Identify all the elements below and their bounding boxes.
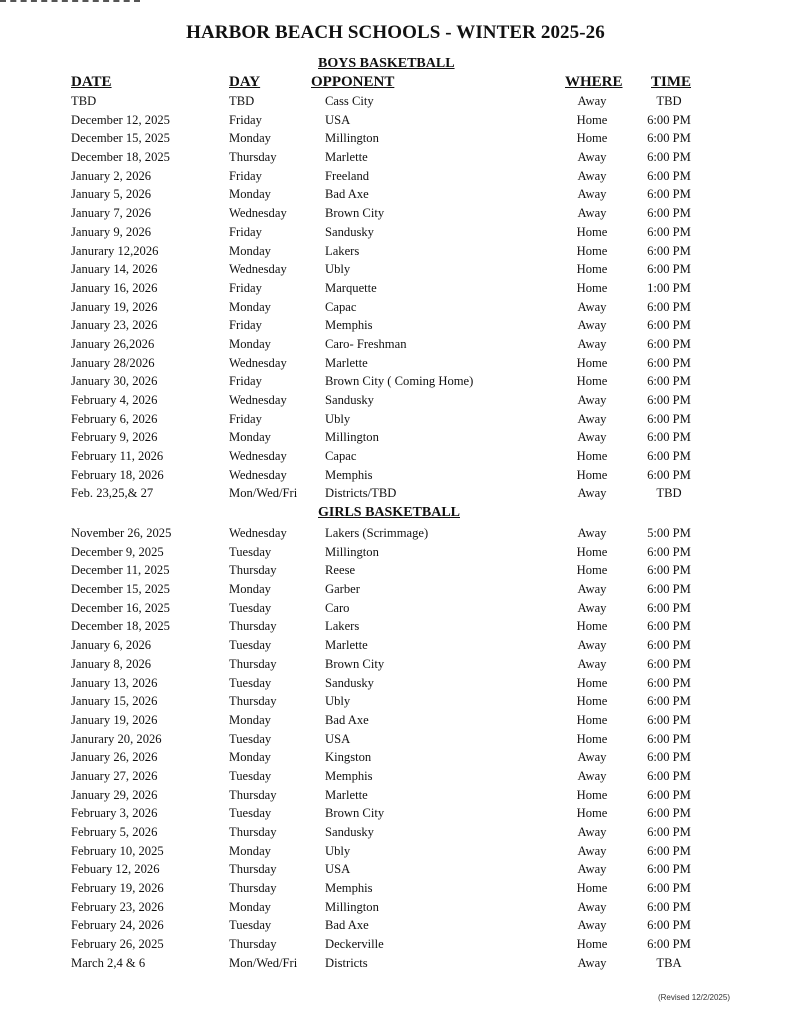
game-date: January 27, 2026 bbox=[71, 768, 158, 783]
game-date: January 28/2026 bbox=[71, 355, 155, 370]
game-day: Monday bbox=[229, 582, 271, 597]
game-time: 6:00 PM bbox=[647, 168, 691, 183]
game-date: December 16, 2025 bbox=[71, 600, 170, 615]
game-location: Home bbox=[576, 355, 608, 370]
game-date: January 23, 2026 bbox=[71, 318, 158, 333]
game-day: Thursday bbox=[229, 787, 277, 802]
game-opponent: USA bbox=[325, 112, 351, 127]
game-time: 6:00 PM bbox=[647, 862, 691, 877]
table-row bbox=[0, 860, 791, 879]
game-location: Home bbox=[576, 449, 608, 464]
game-time: 6:00 PM bbox=[647, 355, 691, 370]
game-time: 6:00 PM bbox=[647, 582, 691, 597]
game-date: February 19, 2026 bbox=[71, 881, 164, 896]
game-time: 6:00 PM bbox=[647, 712, 691, 727]
game-location: Home bbox=[576, 224, 608, 239]
game-opponent: Bad Axe bbox=[325, 712, 369, 727]
table-row bbox=[0, 879, 791, 898]
game-opponent: Memphis bbox=[325, 881, 373, 896]
game-opponent: Caro bbox=[325, 600, 350, 615]
game-time: 6:00 PM bbox=[647, 243, 691, 258]
game-time: 6:00 PM bbox=[647, 694, 691, 709]
game-location: Home bbox=[576, 112, 608, 127]
game-opponent: Ubly bbox=[325, 843, 351, 858]
game-time: 6:00 PM bbox=[647, 787, 691, 802]
game-day: Wednesday bbox=[229, 206, 287, 221]
game-opponent: Marquette bbox=[325, 280, 377, 295]
game-time: 5:00 PM bbox=[647, 526, 691, 540]
game-time: 6:00 PM bbox=[647, 187, 691, 202]
game-opponent: Sandusky bbox=[325, 224, 374, 239]
game-time: 6:00 PM bbox=[647, 318, 691, 333]
game-day: Monday bbox=[229, 843, 271, 858]
game-day: Monday bbox=[229, 430, 271, 445]
game-date: December 18, 2025 bbox=[71, 150, 170, 165]
game-date: Febuary 12, 2026 bbox=[71, 862, 160, 877]
game-day: Monday bbox=[229, 131, 271, 146]
game-date: January 7, 2026 bbox=[71, 206, 152, 221]
game-location: Away bbox=[577, 768, 607, 783]
table-row bbox=[0, 898, 791, 917]
table-row bbox=[0, 372, 791, 391]
game-location: Away bbox=[577, 600, 607, 615]
game-opponent: Ubly bbox=[325, 694, 351, 709]
game-opponent: Brown City bbox=[325, 656, 385, 671]
game-date: January 29, 2026 bbox=[71, 787, 158, 802]
game-opponent: Memphis bbox=[325, 467, 373, 482]
column-header-opponent: OPPONENT bbox=[311, 74, 395, 90]
game-opponent: Memphis bbox=[325, 768, 373, 783]
game-time: 6:00 PM bbox=[647, 806, 691, 821]
game-date: February 4, 2026 bbox=[71, 393, 158, 407]
table-row bbox=[0, 223, 791, 242]
game-opponent: Garber bbox=[325, 582, 360, 597]
game-opponent: USA bbox=[325, 862, 351, 877]
game-time: 6:00 PM bbox=[647, 206, 691, 221]
game-opponent: Millington bbox=[325, 899, 379, 914]
table-row bbox=[0, 204, 791, 223]
game-location: Away bbox=[577, 393, 607, 407]
game-day: Mon/Wed/Fri bbox=[229, 486, 298, 501]
game-opponent: Ubly bbox=[325, 262, 351, 277]
game-opponent: Millington bbox=[325, 131, 379, 146]
game-location: Away bbox=[577, 750, 607, 765]
game-opponent: Lakers bbox=[325, 243, 360, 258]
game-day: Wednesday bbox=[229, 467, 287, 482]
game-opponent: Capac bbox=[325, 299, 357, 314]
game-time: 6:00 PM bbox=[647, 430, 691, 445]
game-opponent: Sandusky bbox=[325, 825, 374, 839]
game-date: January 6, 2026 bbox=[71, 638, 152, 653]
game-time: 6:00 PM bbox=[647, 467, 691, 482]
game-opponent: Reese bbox=[325, 563, 356, 578]
game-location: Away bbox=[577, 899, 607, 914]
game-opponent: Districts bbox=[325, 955, 368, 970]
game-location: Home bbox=[576, 619, 608, 634]
game-day: Thursday bbox=[229, 881, 277, 896]
game-time: 6:00 PM bbox=[647, 336, 691, 351]
game-date: Janurary 12,2026 bbox=[71, 243, 159, 258]
game-time: 6:00 PM bbox=[647, 843, 691, 858]
game-date: TBD bbox=[71, 94, 97, 108]
game-date: December 15, 2025 bbox=[71, 582, 170, 597]
game-day: Monday bbox=[229, 750, 271, 765]
game-location: Away bbox=[577, 206, 607, 221]
game-day: Wednesday bbox=[229, 355, 287, 370]
game-location: Away bbox=[577, 168, 607, 183]
game-location: Away bbox=[577, 918, 607, 933]
game-time: 6:00 PM bbox=[647, 619, 691, 634]
table-row bbox=[0, 524, 791, 543]
table-row bbox=[0, 580, 791, 599]
table-row bbox=[0, 916, 791, 935]
game-location: Home bbox=[576, 694, 608, 709]
game-time: 6:00 PM bbox=[647, 937, 691, 952]
game-date: January 5, 2026 bbox=[71, 187, 152, 202]
game-date: January 8, 2026 bbox=[71, 656, 152, 671]
table-row bbox=[0, 428, 791, 447]
game-time: TBD bbox=[656, 94, 682, 108]
game-opponent: Marlette bbox=[325, 787, 368, 802]
game-location: Home bbox=[576, 131, 608, 146]
table-row bbox=[0, 129, 791, 148]
game-opponent: Bad Axe bbox=[325, 918, 369, 933]
game-time: 6:00 PM bbox=[647, 150, 691, 165]
game-time: 6:00 PM bbox=[647, 393, 691, 407]
game-location: Away bbox=[577, 486, 607, 501]
table-row bbox=[0, 466, 791, 485]
game-day: Friday bbox=[229, 318, 262, 333]
game-location: Home bbox=[576, 806, 608, 821]
game-day: Thursday bbox=[229, 619, 277, 634]
table-row bbox=[0, 561, 791, 580]
game-opponent: Sandusky bbox=[325, 675, 374, 690]
game-location: Home bbox=[576, 731, 608, 746]
game-location: Away bbox=[577, 187, 607, 202]
game-day: Friday bbox=[229, 168, 262, 183]
game-date: December 18, 2025 bbox=[71, 619, 170, 634]
table-row bbox=[0, 674, 791, 693]
game-day: Monday bbox=[229, 299, 271, 314]
table-row bbox=[0, 804, 791, 823]
game-day: Friday bbox=[229, 374, 262, 389]
game-time: TBA bbox=[656, 955, 682, 970]
game-date: December 11, 2025 bbox=[71, 563, 170, 578]
table-row bbox=[0, 410, 791, 429]
game-opponent: Ubly bbox=[325, 411, 351, 426]
game-day: Thursday bbox=[229, 825, 277, 839]
column-header-where: WHERE bbox=[565, 74, 623, 90]
game-time: 6:00 PM bbox=[647, 449, 691, 464]
game-date: December 9, 2025 bbox=[71, 544, 164, 559]
game-opponent: Capac bbox=[325, 449, 357, 464]
table-row bbox=[0, 335, 791, 354]
game-location: Away bbox=[577, 94, 607, 108]
table-row bbox=[0, 260, 791, 279]
game-day: Wednesday bbox=[229, 526, 287, 540]
game-day: Thursday bbox=[229, 694, 277, 709]
table-row bbox=[0, 748, 791, 767]
boys-section-heading: BOYS BASKETBALL bbox=[318, 56, 455, 71]
table-row bbox=[0, 167, 791, 186]
game-opponent: Freeland bbox=[325, 168, 370, 183]
game-date: January 19, 2026 bbox=[71, 299, 158, 314]
game-date: January 9, 2026 bbox=[71, 224, 152, 239]
table-row bbox=[0, 655, 791, 674]
game-location: Away bbox=[577, 862, 607, 877]
game-day: Tuesday bbox=[229, 675, 272, 690]
game-date: January 26, 2026 bbox=[71, 750, 158, 765]
girls-section-heading: GIRLS BASKETBALL bbox=[318, 505, 460, 520]
table-row bbox=[0, 767, 791, 786]
game-location: Away bbox=[577, 825, 607, 839]
game-date: January 13, 2026 bbox=[71, 675, 158, 690]
game-location: Home bbox=[576, 280, 608, 295]
scan-artifact-line bbox=[0, 0, 140, 4]
game-location: Away bbox=[577, 299, 607, 314]
game-date: January 2, 2026 bbox=[71, 168, 152, 183]
table-row bbox=[0, 692, 791, 711]
table-row bbox=[0, 935, 791, 954]
game-day: Thursday bbox=[229, 937, 277, 952]
game-day: Tuesday bbox=[229, 918, 272, 933]
game-opponent: Brown City bbox=[325, 206, 385, 221]
game-date: February 6, 2026 bbox=[71, 411, 158, 426]
game-date: March 2,4 & 6 bbox=[71, 955, 146, 970]
game-day: Monday bbox=[229, 187, 271, 202]
game-location: Home bbox=[576, 937, 608, 952]
game-time: 6:00 PM bbox=[647, 299, 691, 314]
game-day: Thursday bbox=[229, 656, 277, 671]
game-location: Home bbox=[576, 881, 608, 896]
table-row bbox=[0, 298, 791, 317]
table-row bbox=[0, 111, 791, 130]
game-location: Away bbox=[577, 526, 607, 540]
game-time: 6:00 PM bbox=[647, 131, 691, 146]
game-date: November 26, 2025 bbox=[71, 526, 172, 540]
game-location: Away bbox=[577, 150, 607, 165]
game-date: Feb. 23,25,& 27 bbox=[71, 486, 154, 501]
game-time: 6:00 PM bbox=[647, 918, 691, 933]
table-row bbox=[0, 316, 791, 335]
game-location: Home bbox=[576, 544, 608, 559]
game-opponent: Caro- Freshman bbox=[325, 336, 407, 351]
game-time: 6:00 PM bbox=[647, 750, 691, 765]
table-row bbox=[0, 823, 791, 842]
table-row bbox=[0, 730, 791, 749]
game-opponent: USA bbox=[325, 731, 351, 746]
game-day: Monday bbox=[229, 336, 271, 351]
game-opponent: Millington bbox=[325, 430, 379, 445]
game-day: Tuesday bbox=[229, 544, 272, 559]
game-day: Mon/Wed/Fri bbox=[229, 955, 298, 970]
table-row bbox=[0, 242, 791, 261]
game-location: Home bbox=[576, 262, 608, 277]
table-row bbox=[0, 447, 791, 466]
game-day: Tuesday bbox=[229, 806, 272, 821]
column-header-time: TIME bbox=[651, 74, 692, 90]
table-row bbox=[0, 391, 791, 410]
game-opponent: Deckerville bbox=[325, 937, 384, 952]
game-opponent: Bad Axe bbox=[325, 187, 369, 202]
game-day: Wednesday bbox=[229, 262, 287, 277]
game-opponent: Districts/TBD bbox=[325, 486, 397, 501]
game-date: February 5, 2026 bbox=[71, 825, 158, 839]
game-opponent: Kingston bbox=[325, 750, 372, 765]
game-location: Away bbox=[577, 430, 607, 445]
table-row bbox=[0, 711, 791, 730]
game-date: February 10, 2025 bbox=[71, 843, 164, 858]
game-opponent: Cass City bbox=[325, 94, 374, 108]
game-location: Home bbox=[576, 374, 608, 389]
game-date: February 23, 2026 bbox=[71, 899, 164, 914]
game-time: 6:00 PM bbox=[647, 675, 691, 690]
game-date: January 15, 2026 bbox=[71, 694, 158, 709]
girls-schedule-table bbox=[0, 524, 791, 973]
revised-note: (Revised 12/2/2025) bbox=[657, 993, 730, 1002]
game-date: February 3, 2026 bbox=[71, 806, 158, 821]
game-location: Away bbox=[577, 336, 607, 351]
table-row bbox=[0, 354, 791, 373]
game-location: Away bbox=[577, 843, 607, 858]
game-location: Away bbox=[577, 955, 607, 970]
game-time: 6:00 PM bbox=[647, 656, 691, 671]
game-time: 6:00 PM bbox=[647, 881, 691, 896]
game-time: 6:00 PM bbox=[647, 899, 691, 914]
game-time: 6:00 PM bbox=[647, 374, 691, 389]
game-date: January 16, 2026 bbox=[71, 280, 158, 295]
game-time: 6:00 PM bbox=[647, 563, 691, 578]
game-location: Home bbox=[576, 712, 608, 727]
game-opponent: Memphis bbox=[325, 318, 373, 333]
game-opponent: Brown City bbox=[325, 806, 385, 821]
game-day: Monday bbox=[229, 243, 271, 258]
table-row bbox=[0, 599, 791, 618]
game-opponent: Lakers bbox=[325, 619, 360, 634]
game-day: Friday bbox=[229, 224, 262, 239]
game-date: February 18, 2026 bbox=[71, 467, 164, 482]
game-day: Tuesday bbox=[229, 638, 272, 653]
game-location: Home bbox=[576, 467, 608, 482]
game-location: Away bbox=[577, 318, 607, 333]
game-time: 6:00 PM bbox=[647, 112, 691, 127]
game-date: Janurary 20, 2026 bbox=[71, 731, 162, 746]
game-day: Tuesday bbox=[229, 731, 272, 746]
game-opponent: Marlette bbox=[325, 150, 368, 165]
game-opponent: Brown City ( Coming Home) bbox=[325, 374, 474, 389]
column-header-date: DATE bbox=[71, 74, 112, 90]
game-location: Away bbox=[577, 582, 607, 597]
boys-schedule-table bbox=[0, 92, 791, 503]
game-time: 6:00 PM bbox=[647, 544, 691, 559]
game-date: December 15, 2025 bbox=[71, 131, 170, 146]
table-row bbox=[0, 279, 791, 298]
game-location: Home bbox=[576, 563, 608, 578]
game-date: February 26, 2025 bbox=[71, 937, 164, 952]
game-location: Home bbox=[576, 243, 608, 258]
game-day: Thursday bbox=[229, 862, 277, 877]
page-title: HARBOR BEACH SCHOOLS - WINTER 2025-26 bbox=[186, 22, 605, 43]
game-time: 6:00 PM bbox=[647, 262, 691, 277]
game-day: Monday bbox=[229, 712, 271, 727]
game-day: Thursday bbox=[229, 150, 277, 165]
table-row bbox=[0, 148, 791, 167]
column-header-day: DAY bbox=[229, 74, 261, 90]
game-opponent: Marlette bbox=[325, 638, 368, 653]
game-date: February 9, 2026 bbox=[71, 430, 158, 445]
game-time: 6:00 PM bbox=[647, 768, 691, 783]
game-location: Away bbox=[577, 656, 607, 671]
table-row bbox=[0, 543, 791, 562]
game-day: Wednesday bbox=[229, 449, 287, 464]
game-day: TBD bbox=[229, 94, 255, 108]
table-row bbox=[0, 185, 791, 204]
game-opponent: Marlette bbox=[325, 355, 368, 370]
game-time: 6:00 PM bbox=[647, 224, 691, 239]
game-time: 6:00 PM bbox=[647, 825, 691, 839]
game-location: Away bbox=[577, 411, 607, 426]
game-date: February 24, 2026 bbox=[71, 918, 164, 933]
game-opponent: Millington bbox=[325, 544, 379, 559]
table-row bbox=[0, 842, 791, 861]
game-location: Home bbox=[576, 675, 608, 690]
game-day: Monday bbox=[229, 899, 271, 914]
table-row bbox=[0, 954, 791, 973]
table-row bbox=[0, 92, 791, 111]
game-time: TBD bbox=[656, 486, 682, 501]
game-time: 6:00 PM bbox=[647, 638, 691, 653]
game-time: 6:00 PM bbox=[647, 600, 691, 615]
game-date: January 19, 2026 bbox=[71, 712, 158, 727]
game-day: Friday bbox=[229, 112, 262, 127]
game-date: February 11, 2026 bbox=[71, 449, 164, 464]
game-location: Away bbox=[577, 638, 607, 653]
game-date: January 30, 2026 bbox=[71, 374, 158, 389]
game-location: Home bbox=[576, 787, 608, 802]
game-time: 1:00 PM bbox=[647, 280, 691, 295]
table-row bbox=[0, 636, 791, 655]
game-opponent: Sandusky bbox=[325, 393, 374, 407]
table-row bbox=[0, 484, 791, 503]
table-row bbox=[0, 786, 791, 805]
table-row bbox=[0, 617, 791, 636]
game-date: January 14, 2026 bbox=[71, 262, 158, 277]
game-time: 6:00 PM bbox=[647, 411, 691, 426]
game-time: 6:00 PM bbox=[647, 731, 691, 746]
game-day: Tuesday bbox=[229, 600, 272, 615]
game-date: December 12, 2025 bbox=[71, 112, 170, 127]
game-day: Thursday bbox=[229, 563, 277, 578]
game-day: Tuesday bbox=[229, 768, 272, 783]
game-day: Friday bbox=[229, 280, 262, 295]
game-opponent: Lakers (Scrimmage) bbox=[325, 526, 429, 540]
game-date: January 26,2026 bbox=[71, 336, 155, 351]
game-day: Wednesday bbox=[229, 393, 287, 407]
game-day: Friday bbox=[229, 411, 262, 426]
